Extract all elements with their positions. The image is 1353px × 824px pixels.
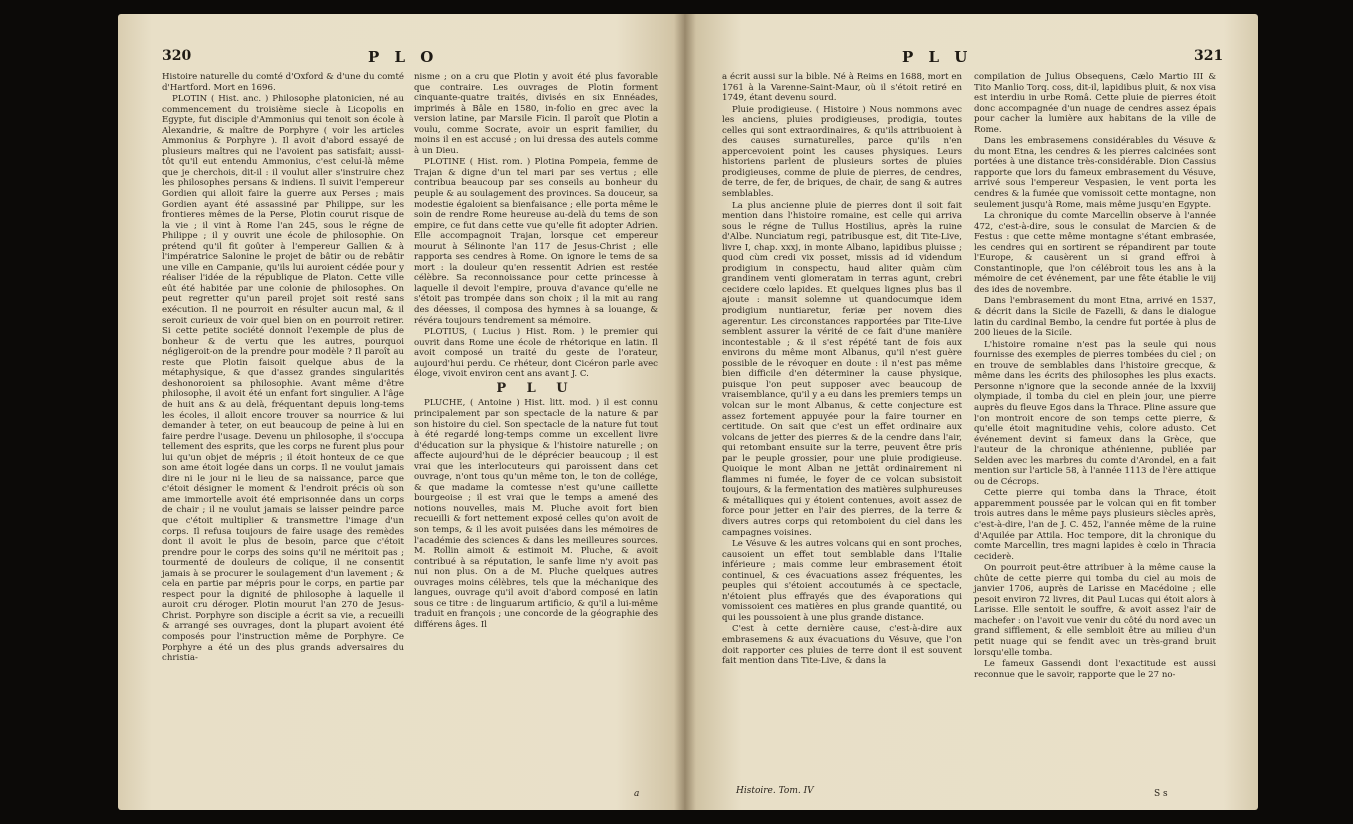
open-book [118, 14, 1258, 814]
page-number-right: 321 [1194, 48, 1224, 64]
paragraph: La chronique du comte Marcellin observe à l'année 472, c'est-à-dire, sous le consulat de Marcien & de Festus : que cette même montagne s'étant embrasée, les cendres qui en sortirent se répandirent par toute l'Europe, & causèrent un si grand effroi à Constantinople, que l'on célébroit tous les ans à la mémoire de cet événement, par une fête établie le viij des ides de novembre. [974, 211, 1216, 295]
paragraph: Le fameux Gassendi dont l'exactitude est aussi reconnue que le savoir, rapporte que le 27 no- [974, 659, 1216, 680]
signature-mark: a [634, 789, 640, 799]
running-head-right: P L U [902, 48, 973, 66]
right-column-2 [974, 72, 1216, 681]
left-page [118, 14, 684, 810]
paragraph: Dans les embrasemens considérables du Vésuve & du mont Etna, les cendres & les pierres calcinées sont portées à une distance très-considérable. Dion Cassius rapporte que lors du fameux embrasement du Vésuve, arrivé sous l'empereur Vespasien, le vent porta les cendres & la fumée que vomissoit cette montagne, non seulement jusqu'à Rome, mais même jusqu'en Egypte. [974, 136, 1216, 210]
running-head-left: P L O [368, 48, 439, 66]
paragraph: PLUCHE, ( Antoine ) Hist. litt. mod. ) il est connu principalement par son spectacle de la nature & par son histoire du ciel. Son spectacle de la nature fut tout à été regardé long-temps comme un excellent livre d'éducation sur la physique & l'histoire naturelle ; on affecte aujourd'hui de le déprécier beaucoup ; il est vrai que les interlocuteurs qui paroissent dans cet ouvrage, n'ont tous qu'un même ton, le ton de collége, & que madame la comtesse n'est qu'une caillette bourgeoise ; il est vrai que le temps a amené des notions nouvelles, mais M. Pluche avoit fort bien recueilli & fort nettement exposé celles qu'on avoit de son temps, & il les avoit puisées dans les mémoires de l'académie des sciences & dans les meilleures sources. M. Rollin aimoit & estimoit M. Pluche, & avoit contribué à sa réputation, le sanfe lime n'y avoit pas nui non plus. On a de M. Pluche quelques autres ouvrages moins célèbres, tels que la méchanique des langues, ouvrage qu'il avoit d'abord composé en latin sous ce titre : de linguarum artificio, & qu'il a lui-même traduit en françois ; une concorde de la géographie des différens âges. Il [414, 398, 658, 630]
paragraph: C'est à cette dernière cause, c'est-à-dire aux embrasemens & aux évacuations du Vésuve, que l'on doit rapporter ces pluies de terre dont il est souvent fait mention dans Tite-Live, & dans la [722, 624, 962, 667]
paragraph: nisme ; on a cru que Plotin y avoit été plus favorable que contraire. Les ouvrages de Plotin forment cinquante-quatre traités, divisés en six Ennéades, imprimés à Bâle en 1580, in-folio en grec avec la version latine, par Marsile Ficin. Il paroît que Plotin a voulu, comme Socrate, avoir un esprit familier, du moins il en est accusé ; on lui dressa des autels comme à un Dieu. [414, 72, 658, 156]
paragraph: compilation de Julius Obsequens, Cælo Martio III & Tito Manlio Torq. coss, dit-il, lapidibus pluit, & nox visa est interdiu in urbe Româ. Cette pluie de pierres étoit donc accompagnée d'un nuage de cendres assez épais pour cacher la lumière aux habitans de la ville de Rome. [974, 72, 1216, 135]
page-number-left: 320 [162, 48, 192, 64]
paragraph: La plus ancienne pluie de pierres dont il soit fait mention dans l'histoire romaine, est celle qui arriva sous le régne de Tullus Hostilius, après la ruine d'Albe. Nunciatum regi, patribusque est, dit Tite-Live, livre I, chap. xxxj, in monte Albano, lapidibus pluisse ; quod cùm credi vix posset, missis ad id videndum prodigium in conspectu, haud aliter quàm cùm grandinem venti glomeratam in terras agunt, crebri cecidere cœlo lapides. Et quelques lignes plus bas il ajoute : mansit solemne ut quandocumque idem prodigium nuntiaretur, feriæ per novem dies agerentur. Les circonstances rapportées par Tite-Live semblent assurer la vérité de ce fait d'une manière incontestable ; & il s'est répété tant de fois aux environs du même mont Albanus, qu'il n'est guère possible de le révoquer en doute : il n'est pas même bien difficile d'en déterminer la cause physique, puisque l'on peut supposer avec beaucoup de vraisemblance, qu'il y a eu dans les premiers temps un volcan sur le mont Albanus, & cette conjecture est assez fortement appuyée pour la faire tourner en certitude. On sait que c'est un effet ordinaire aux volcans de jetter des pierres & de la cendre dans l'air, qui retombant ensuite sur la terre, peuvent être pris par le peuple grossier, pour une pluie prodigieuse. Quoique le mont Alban ne jettât ordinairement ni flammes ni fumée, le foyer de ce volcan subsistoit toujours, & la fermentation des matières sulphureuses & métalliques qui y étoient contenues, avoit assez de force pour jetter en l'air des pierres, de la terre & divers autres corps qui retomboient du ciel dans les campagnes voisines. [722, 200, 962, 538]
paragraph: Histoire naturelle du comté d'Oxford & d'une du comté d'Hartford. Mort en 1696. [162, 72, 404, 93]
paragraph: a écrit aussi sur la bible. Né à Reims en 1688, mort en 1761 à la Varenne-Saint-Maur, où il s'étoit retiré en 1749, étant devenu sourd. [722, 72, 962, 104]
paragraph: Dans l'embrasement du mont Etna, arrivé en 1537, & décrit dans la Sicile de Fazelli, & dans le dialogue latin du cardinal Bembo, la cendre fut portée à plus de 200 lieues de la Sicile. [974, 296, 1216, 339]
paragraph: Le Vésuve & les autres volcans qui en sont proches, causoient un effet tout semblable dans l'Italie inférieure ; mais comme leur embrasement étoit continuel, & ces évacuations assez fréquentes, les peuples qui s'étoient accoutumés à ce spectacle, n'étoient plus effrayés que des évaporations qui vomissoient ces matières en plus grande quantité, ou qui les poussoient à une plus grande distance. [722, 539, 962, 623]
footer-title: Histoire. Tom. IV [736, 786, 814, 796]
paragraph: PLOTIUS, ( Lucius ) Hist. Rom. ) le premier qui ouvrit dans Rome une école de rhétorique en latin. Il avoit composé un traité du geste de l'orateur, aujourd'hui perdu. Ce rhéteur, dont Cicéron parle avec éloge, vivoit environ cent ans avant J. C. [414, 327, 658, 380]
right-column-1 [722, 72, 962, 668]
paragraph: L'histoire romaine n'est pas la seule qui nous fournisse des exemples de pierres tombées du ciel ; on en trouve de semblables dans l'histoire grecque, & même dans les écrits des philosophes les plus exacts. Personne n'ignore que la seconde année de la lxxviij olympiade, il tomba du ciel en plein jour, une pierre auprès du fleuve Egos dans la Thrace. Pline assure que l'on montroit encore de son temps cette pierre, & qu'elle étoit magnitudine vehis, colore adusto. Cet événement devint si fameux dans la Grèce, que l'auteur de la chronique athénienne, publiée par Selden avec les marbres du comte d'Arondel, en a fait mention sur l'article 58, à l'année 1113 de l'ère attique ou de Cécrops. [974, 339, 1216, 487]
paragraph: Pluie prodigieuse. ( Histoire ) Nous nommons avec les anciens, pluies prodigieuses, prodigia, toutes celles qui sont extraordinaires, & qu'ils attribuoient à des causes surnaturelles, parce qu'ils n'en appercevoient point les causes physiques. Leurs historiens parlent de plusieurs sortes de pluies prodigieuses, comme de pluie de pierres, de cendres, de terre, de fer, de briques, de chair, de sang & autres semblables. [722, 104, 962, 200]
paragraph: On pourroit peut-être attribuer à la même cause la chûte de cette pierre qui tomba du ciel au mois de janvier 1706, auprès de Larisse en Macédoine ; elle pesoit environ 72 livres, dit Paul Lucas qui étoit alors à Larisse. Elle sentoit le souffre, & avoit assez l'air de machefer : on l'avoit vue venir du côté du nord avec un grand sifflement, & elle sembloit être au milieu d'un petit nuage qui se fendit avec un très-grand bruit lorsqu'elle tomba. [974, 563, 1216, 658]
right-page [684, 14, 1258, 810]
left-column-1 [162, 72, 404, 665]
signature-mark: S s [1154, 789, 1168, 799]
section-heading: P L U [496, 380, 576, 396]
paragraph: PLOTINE ( Hist. rom. ) Plotina Pompeia, femme de Trajan & digne d'un tel mari par ses vertus ; elle contribua beaucoup par ses conseils au bonheur du peuple & au soulagement des provinces. Sa douceur, sa modestie égaloient sa bienfaisance ; elle porta même le soin de rendre Rome heureuse au-delà du tems de son empire, ce fut dans cette vue qu'elle fit adopter Adrien. Elle accompagnoit Trajan, lorsque cet empereur mourut à Sélinonte l'an 117 de Jesus-Christ ; elle rapporta ses cendres à Rome. On ignore le tems de sa mort : la douleur qu'en ressentit Adrien est restée célèbre. Sa reconnoissance pour cette princesse à laquelle il devoit l'empire, prouva d'avance qu'elle ne s'étoit pas trompée dans son choix ; il la mit au rang des déesses, il composa des hymnes à sa louange, & révéra toujours tendrement sa mémoire. [414, 157, 658, 326]
left-column-2 [414, 72, 658, 631]
paragraph: Cette pierre qui tomba dans la Thrace, étoit apparemment poussée par le volcan qui en fit tomber trois autres dans le même pays plusieurs siècles après, c'est-à-dire, l'an de J. C. 452, l'année même de la ruine d'Aquilée par Attila. Hoc tempore, dit la chronique du comte Marcellin, tres magni lapides è cœlo in Thracia ceciderè. [974, 488, 1216, 562]
paragraph: PLOTIN ( Hist. anc. ) Philosophe platonicien, né au commencement du troisième siecle à Licopolis en Egypte, fut disciple d'Ammonius qui tenoit son école à Alexandrie, & maître de Porphyre ( voir les articles Ammonius & Porphyre ). Il avoit d'abord essayé de plusieurs maîtres qui ne l'avoient pas satisfait; aussi-tôt qu'il eut entendu Ammonius, c'est celui-là même que je cherchois, dit-il : il voulut aller s'instruire chez les philosophes persans & indiens. Il suivit l'empereur Gordien qui alloit faire la guerre aux Perses ; mais Gordien ayant été assassiné par Philippe, sur les frontieres mêmes de la Perse, Plotin courut risque de la vie ; il vint à Rome l'an 245, sous le régne de Philippe ; il y ouvrit une école de philosophie. On prétend qu'il fit goûter à l'empereur Gallien & à l'impératrice Salonine le projet de bâtir ou de rebâtir une ville en Campanie, qu'ils lui auroient cédée pour y réaliser l'idée de la république de Platon. Cette ville eût été habitée par une colonie de philosophes. On peut regretter qu'un pareil projet soit resté sans exécution. Il ne pourroit en résulter aucun mal, & il seroit curieux de voir quel bien on en pourroit retirer. Si cette petite société donnoit l'exemple de plus de bonheur & de vertu que les autres, pourquoi négligeroit-on de la prendre pour modèle ? Il paroît au reste que Plotin faisoit quelque abus de la métaphysique, & que d'assez grandes singularités deshonoroient sa philosophie. Avant même d'être philosophe, il avoit été un enfant fort singulier. A l'âge de huit ans & au delà, fréquentant depuis long-tems les écoles, il alloit encore trouver sa nourrice & lui demander à teter, on eut beaucoup de peine à lui en faire perdre l'usage. Devenu un philosophe, il s'occupa tellement des esprits, que les corps ne furent plus pour lui qu'un objet de mépris ; il étoit honteux de ce que son ame étoit logée dans un corps. Il ne voulut jamais dire ni le jour ni le lieu de sa naissance, parce que c'étoit désigner le moment & l'endroit précis où son ame immortelle avoit été emprisonnée dans un corps de chair ; il ne voulut jamais se laisser peindre parce que c'étoit multiplier & transmettre l'image d'un corps. Il refusa toujours de faire usage des remèdes dont il avoit le plus de besoin, parce que c'étoit prendre pour le corps des soins qu'il ne méritoit pas ; tourmenté de douleurs de colique, il ne consentit jamais à se procurer le soulagement d'un lavement ; & cela en partie par mépris pour le corps, en partie par respect pour la dignité de philosophe à laquelle il auroit cru déroger. Plotin mourut l'an 270 de Jesus-Christ. Porphyre son disciple a écrit sa vie, a recueilli & arrangé ses ouvrages, dont la plupart avoient été composés pour l'instruction même de Porphyre. Ce Porphyre a été un des plus grands adversaires du christia- [162, 94, 404, 664]
